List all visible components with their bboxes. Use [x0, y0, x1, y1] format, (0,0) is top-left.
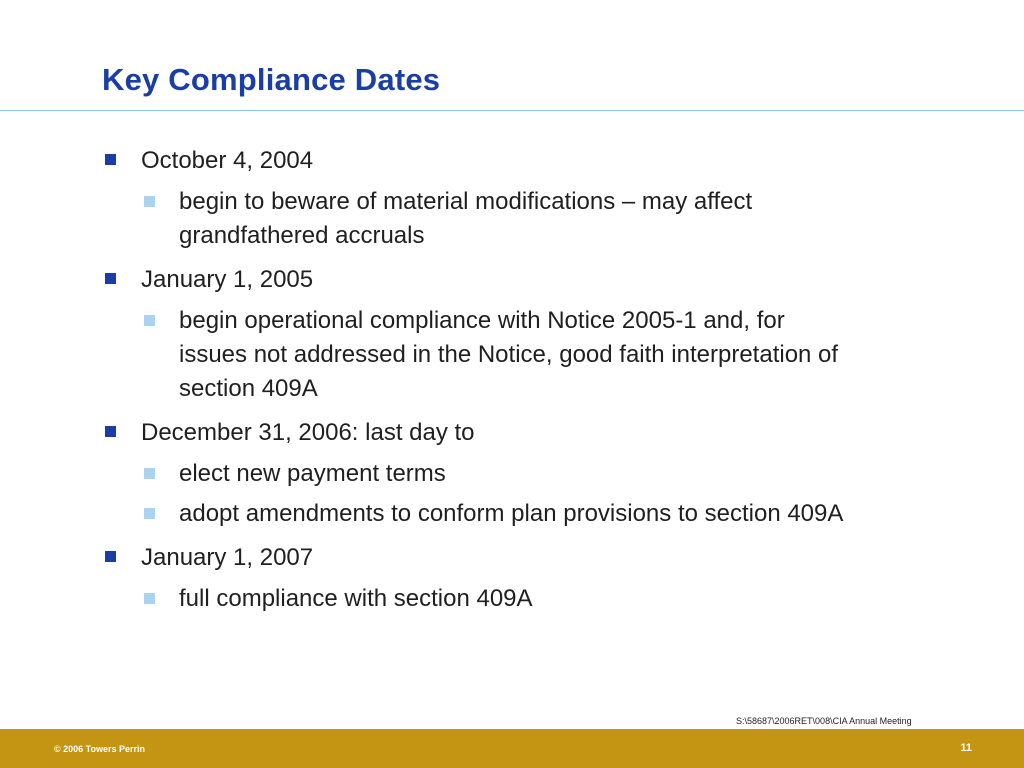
square-bullet-icon: [105, 551, 116, 562]
square-bullet-icon: [105, 154, 116, 165]
square-bullet-icon: [144, 593, 155, 604]
sub-bullet: [104, 304, 984, 406]
square-bullet-icon: [144, 196, 155, 207]
date-bullet: [104, 263, 984, 297]
sub-bullet: [104, 457, 984, 491]
list-item: [104, 541, 984, 616]
sub-bullet-line: section 409A: [179, 375, 318, 402]
sub-bullet-line: grandfathered accruals: [179, 222, 425, 249]
sub-bullet: [104, 185, 984, 253]
slide-title: Key Compliance Dates: [102, 62, 441, 97]
sub-bullet-line: full compliance with section 409A: [179, 585, 533, 612]
sub-bullet: [104, 497, 984, 531]
sub-list: [104, 457, 984, 531]
date-bullet: [104, 144, 984, 178]
sub-list: [104, 582, 984, 616]
sub-bullet-line: elect new payment terms: [179, 460, 446, 487]
date-bullet: [104, 541, 984, 575]
square-bullet-icon: [144, 468, 155, 479]
list-item: [104, 144, 984, 253]
square-bullet-icon: [105, 273, 116, 284]
page-number: 11: [960, 742, 972, 754]
date-label: December 31, 2006: last day to: [141, 419, 475, 446]
square-bullet-icon: [105, 426, 116, 437]
copyright: © 2006 Towers Perrin: [54, 744, 146, 754]
list-item: [104, 416, 984, 531]
sub-list: [104, 185, 984, 253]
square-bullet-icon: [144, 315, 155, 326]
date-label: October 4, 2004: [141, 147, 314, 174]
date-bullet: [104, 416, 984, 450]
date-label: January 1, 2007: [141, 544, 314, 571]
sub-bullet-line: begin operational compliance with Notice 2005-1 and, for: [179, 307, 785, 334]
sub-bullet: [104, 582, 984, 616]
sub-bullet-line: adopt amendments to conform plan provisions to section 409A: [179, 500, 844, 527]
sub-bullet-line: issues not addressed in the Notice, good faith interpretation of: [179, 341, 839, 368]
square-bullet-icon: [144, 508, 155, 519]
footer-bar: [0, 729, 1024, 768]
file-reference: S:\58687\2006RET\008\CIA Annual Meeting: [736, 716, 912, 726]
list-item: [104, 263, 984, 406]
sub-bullet-line: begin to beware of material modifications – may affect: [179, 188, 753, 215]
sub-list: [104, 304, 984, 406]
title-divider: [0, 110, 1024, 111]
bullet-list: [104, 144, 984, 626]
date-label: January 1, 2005: [141, 266, 314, 293]
